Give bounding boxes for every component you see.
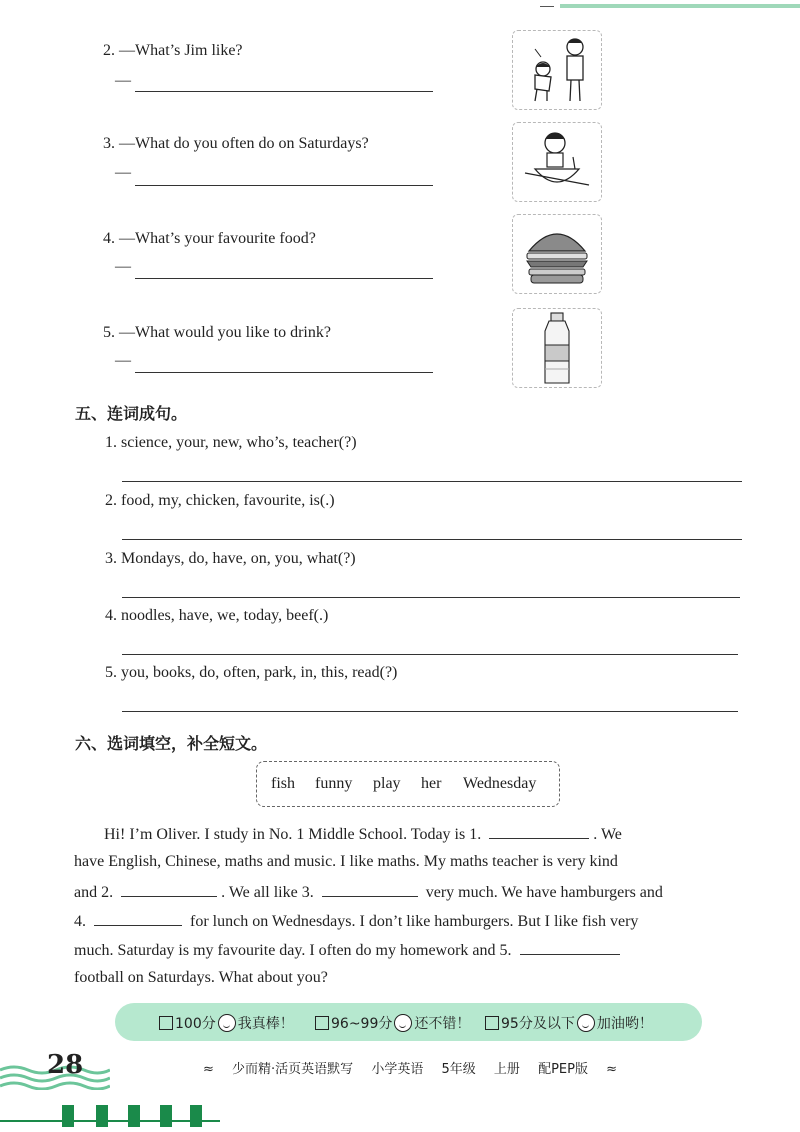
deco-bar	[96, 1105, 108, 1127]
answer-dash: —	[115, 352, 131, 369]
answer-dash: —	[115, 72, 131, 89]
word-funny: funny	[315, 775, 353, 792]
blank-3[interactable]	[322, 882, 418, 897]
blank-1[interactable]	[489, 824, 589, 839]
ordering-item-5: 5. you, books, do, often, park, in, this, read(?)	[105, 664, 398, 681]
answer-line[interactable]	[135, 278, 433, 279]
smile-face-icon	[218, 1014, 236, 1032]
passage-line-6: football on Saturdays. What about you?	[74, 969, 328, 986]
smile-face-icon	[394, 1014, 412, 1032]
top-stripe	[560, 4, 800, 8]
deco-bar	[160, 1105, 172, 1127]
answer-line[interactable]	[135, 185, 433, 186]
checkbox[interactable]	[485, 1016, 499, 1030]
answer-line-4[interactable]	[122, 654, 738, 655]
blank-5[interactable]	[520, 940, 620, 955]
wave-icon: ≈	[606, 1062, 618, 1077]
answer-line-1[interactable]	[122, 481, 742, 482]
blank-2[interactable]	[121, 882, 217, 897]
answer-line-3[interactable]	[122, 597, 740, 598]
question-text: 4. —What’s your favourite food?	[103, 230, 316, 247]
passage-line-5: much. Saturday is my favourite day. I often do my homework and 5.	[74, 940, 742, 960]
score-rating-bar	[115, 1003, 702, 1041]
passage-line-1: Hi! I’m Oliver. I study in No. 1 Middle School. Today is 1. . We	[104, 826, 622, 843]
score-option-100[interactable]: 100分 我真棒！	[159, 1013, 294, 1033]
ordering-item-3: 3. Mondays, do, have, on, you, what(?)	[105, 550, 356, 567]
checkbox[interactable]	[315, 1016, 329, 1030]
blank-4[interactable]	[94, 911, 182, 926]
deco-bar	[190, 1105, 202, 1127]
word-her: her	[421, 775, 442, 792]
water-bottle-icon	[512, 308, 602, 388]
section-6-title: 六、选词填空，补全短文。	[75, 734, 268, 753]
ordering-item-4: 4. noodles, have, we, today, beef(.)	[105, 607, 329, 624]
answer-dash: —	[115, 258, 131, 275]
answer-line[interactable]	[135, 372, 433, 373]
passage-line-4: 4. for lunch on Wednesdays. I don’t like hamburgers. But I like fish very	[74, 913, 639, 930]
boy-bowing-icon	[512, 30, 602, 110]
page-number: 28	[47, 1050, 84, 1080]
passage-line-3: and 2. . We all like 3. very much. We have hamburgers and	[74, 884, 663, 901]
question-text: 5. —What would you like to drink?	[103, 324, 331, 341]
word-wednesday: Wednesday	[463, 775, 537, 792]
boy-cooking-icon	[512, 122, 602, 202]
passage-line-2: have English, Chinese, maths and music. I like maths. My maths teacher is very kind	[74, 853, 618, 870]
checkbox[interactable]	[159, 1016, 173, 1030]
question-text: 3. —What do you often do on Saturdays?	[103, 135, 369, 152]
deco-bar	[62, 1105, 74, 1127]
wave-icon: ≈	[203, 1062, 214, 1077]
bottom-stripe	[0, 1120, 220, 1122]
deco-bar	[128, 1105, 140, 1127]
answer-line[interactable]	[135, 91, 433, 92]
cheer-face-icon	[577, 1014, 595, 1032]
answer-dash: —	[115, 164, 131, 181]
word-play: play	[373, 775, 401, 792]
answer-line-2[interactable]	[122, 539, 742, 540]
book-title: ≈ 少而精·活页英语默写 小学英语 5年级 上册 配PEP版 ≈	[203, 1062, 618, 1077]
hamburger-icon	[512, 214, 602, 294]
score-option-95-below[interactable]: 95分及以下 加油哟！	[485, 1013, 653, 1033]
word-bank	[256, 761, 560, 807]
question-text: 2. —What’s Jim like?	[103, 42, 243, 59]
section-5-title: 五、连词成句。	[75, 404, 188, 423]
top-stripe-dash	[540, 6, 554, 7]
word-fish: fish	[271, 775, 295, 792]
ordering-item-1: 1. science, your, new, who’s, teacher(?)	[105, 434, 357, 451]
score-option-96-99[interactable]: 96~99分 还不错！	[315, 1013, 470, 1033]
answer-line-5[interactable]	[122, 711, 738, 712]
ordering-item-2: 2. food, my, chicken, favourite, is(.)	[105, 492, 335, 509]
